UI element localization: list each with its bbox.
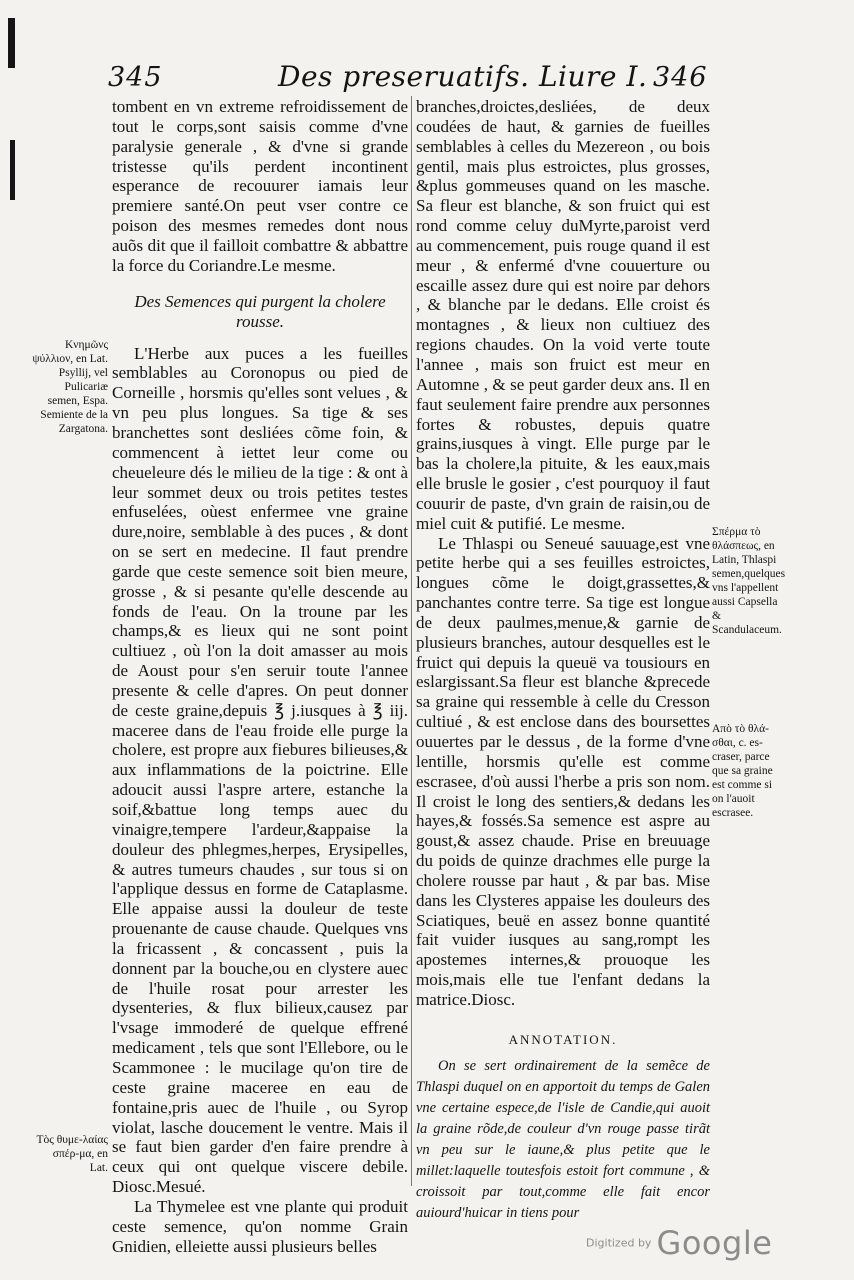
- paragraph: Le Thlaspi ou Seneué sauuage,est vne petite herbe qui a ses feuilles estroictes, longues cõme le doigt,grassettes,& panchantes contre terre. Sa tige est longue de deux paulmes,menue,& garnie de plusieurs branches, autour desquelles est le fruict qui depuis la queuë va tousiours en eslargissant.Sa fleur est blanche &precede sa graine qui ressemble à celle du Cresson cultiué , & est enclose dans des boursettes ouuertes par le dessus , de la forme d'vne lentille, horsmis qu'elle est comme escrasee, d'où aussi l'herbe a pris son nom. Il croist le long des sentiers,& dedans les hayes,& fossés.Sa semence est aspre au goust,& assez chaude. Prise en breuuage du poids de quinze drachmes elle purge la cholere rousse par haut , & par bas. Mise dans les Clysteres appaise les douleurs des Sciatiques, beuë en assez bonne quantité fait vuider iusques au sang,rompt les apostemes internes,& prouoque les mois,mais elle tue l'enfant dedans la matrice.Diosc.: [416, 533, 710, 1009]
- running-title: Des preseruatifs. Liure I.: [278, 60, 648, 93]
- annotation-heading: ANNOTATION.: [508, 1031, 618, 1047]
- paragraph: L'Herbe aux puces a les fueilles semblables au Coronopus ou pied de Corneille , horsmis qu'elles sont velues , & vn peu plus longues. Sa tige & ses branchettes sont desliées cõme foin, & commencent à iettet leur come ou cheueleure dés le milieu de la tige : & ont à leur sommet deux ou trois petites testes enfuselées, oùest enfermee vne graine dure,noire, semblable à des puces , & dont on se sert en medecine. Il faut prendre garde que ceste semence soit bien meure, grosse , & si pesante qu'elle descende au fonds de l'eau. On la troune par les champs,& es lieux qui ne sont point cultiuez , où l'on la doit amasser au mois de Aoust pour s'en seruir toute l'annee presente & celle d'apres. On peut donner de ceste graine,depuis ℥ j.iusques à ℥ iij. maceree dans de l'eau froide elle purge la cholere, est propre aux fiebures bilieuses,& aux inflammations de la poictrine. Elle adoucit aussi l'aspre artere, estanche la soif,&battue long temps auec du vinaigre,tempere l'ardeur,&appaise la douleur des phlegmes,herpes, Erysipelles, & autres tumeurs chaudes , sur tous si on l'applique dessus en forme de Cataplasme. Elle appaise aussi la douleur de teste prouenante de cause chaude. Quelques vns la fricassent , & concassent , puis la donnent par la bouche,ou en clystere auec de l'huile rosat pour arrester les dysenteries, & flux bilieux,causez par l'vsage immoderé de quelque effrené medicament , tels que sont l'Ellebore, ou le Scammonee : le mucilage qu'on tire de ceste graine maceree en eau de fontaine,pris auec de l'huile , ou Syrop violat, lasche doucement le ventre. Mais il se faut bien garder d'en faire prendre à ceux qui ont quelque viscere debile. Diosc.Mesué.: [112, 343, 408, 1197]
- right-column: [416, 97, 710, 1224]
- left-page-number: 345: [108, 62, 163, 93]
- margin-note: Απὸ τὸ θλά-σθαι, c. es-craser, parce que sa graine est comme si on l'auoit escrasee.: [712, 723, 773, 819]
- paragraph: La Thymelee est vne plante qui produit ceste semence, qu'on nomme Grain Gnidien, elleiette aussi plusieurs belles: [112, 1196, 408, 1256]
- margin-note: Σπέρμα τὸ θλάσπεως, en Latin, Thlaspi semen,quelques vns l'appellent aussi Capsella & Scandulaceum.: [712, 526, 786, 636]
- column-divider: [411, 96, 412, 1186]
- margin-note: Κνημῶνς ψύλλιον, en Lat. Psyllij, vel Pulicariæ semen, Espa. Semiente de la Zargatona.: [32, 339, 108, 435]
- margin-note: Τὸς θυμε-λαίας σπέρ-μα, en Lat.: [36, 1134, 108, 1174]
- paragraph: branches,droictes,desliées, de deux coudées de haut, & garnies de fueilles semblables à celles du Mezereon , ou bois gentil, mais plus estroictes, plus grosses, &plus gommeuses quand on les masche. Sa fleur est blanche, & son fruict qui est rond comme celuy duMyrte,paroist verd au commencement, puis rouge quand il est meur , & enfermé d'vne couuerture ou escaille assez dure qui est noire par dehors , & blanche par le dedans. Elle croist és montagnes , & lieux non cultiuez des regions chaudes. On la void verte toute l'annee , mais son fruict est meur en Automne , & se peut garder deux ans. Il en faut seulement faire prendre aux personnes fortes & robustes, depuis quatre grains,iusques à vingt. Elle purge par le bas la cholere,la pituite, & les eaux,mais elle brusle le gosier , c'est pourquoy il faut couurir de paste, d'vn grain de raisin,ou de miel cuit & putifié. Le mesme.: [416, 97, 710, 533]
- page-header: [0, 60, 854, 100]
- digitized-watermark: [586, 1224, 772, 1262]
- watermark-caption: Digitized by: [586, 1236, 652, 1250]
- left-column: [112, 97, 408, 1256]
- right-page-number: 346: [653, 62, 708, 93]
- annotation-paragraph: On se sert ordinairement de la semẽce de Thlaspi duquel on en apportoit du temps de Galen vne certaine espece,de l'isle de Candie,qui auoit la graine rõde,de couleur d'vn rouge passe tirãt vn peu sur le iaune,& plus petite que le millet:laquelle toutesfois estoit fort commune , & croissoit par tout,comme elle fait encor auiourd'huicar in tiens pour: [416, 1057, 710, 1221]
- section-heading: Des Semences qui purgent la cholere rousse.: [134, 291, 386, 331]
- paragraph: tombent en vn extreme refroidissement de tout le corps,sont saisis comme d'vne paralysie generale , & d'vne si grande tristesse qu'ils perdent incontinent esperance de recouurer iamais leur premiere santé.On peut vser contre ce poison des mesmes remedes dont nous auõs dit que il failloit combattre & abbattre la force du Coriandre.Le mesme.: [112, 97, 408, 275]
- google-logo: Google: [656, 1224, 773, 1262]
- binding-edge-mark: [10, 140, 15, 200]
